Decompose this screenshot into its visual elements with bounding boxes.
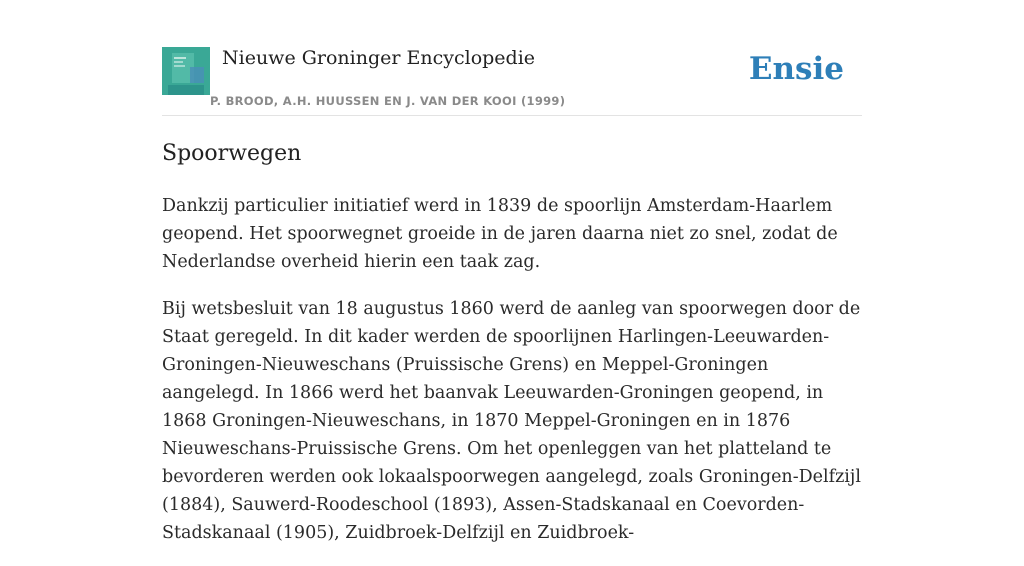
entry-paragraph: Dankzij particulier initiatief werd in 1839 de spoorlijn Amsterdam-Haarlem geopend. Het spoorwegnet groeide in de jaren daarna niet zo snel, zodat de Nederlandse overheid hierin een taak zag.: [162, 196, 838, 272]
book-cover-icon[interactable]: [162, 47, 210, 95]
entry-content: [162, 192, 862, 566]
entry-title: Spoorwegen: [162, 141, 302, 166]
book-cover-image: [162, 47, 210, 95]
book-title[interactable]: Nieuwe Groninger Encyclopedie: [222, 47, 536, 69]
ensie-logo[interactable]: Ensie: [748, 51, 844, 87]
entry-paragraph: Bij wetsbesluit van 18 augustus 1860 werd de aanleg van spoorwegen door de Staat geregeld. In dit kader werden de spoorlijnen Harlingen-Leeuwarden-Groningen-Nieuweschans (Pruissische Grens) en Meppel-Groningen aangelegd. In 1866 werd het baanvak Leeuwarden-Groningen geopend, in 1868 Groningen-Nieuweschans, in 1870 Meppel-Groningen en in 1876 Nieuweschans-Pruissische Grens. Om het openleggen van het platteland te bevorderen werden ook lokaalspoorwegen aangelegd, zoals Groningen-Delfzijl (1884), Sauwerd-Roodeschool (1893), Assen-Stadskanaal en Coevorden-Stadskanaal (1905), Zuidbroek-Delfzijl en Zuidbroek-: [162, 299, 861, 543]
header: [162, 0, 862, 116]
book-authors: P. BROOD, A.H. HUUSSEN EN J. VAN DER KOOI (1999): [210, 94, 566, 108]
